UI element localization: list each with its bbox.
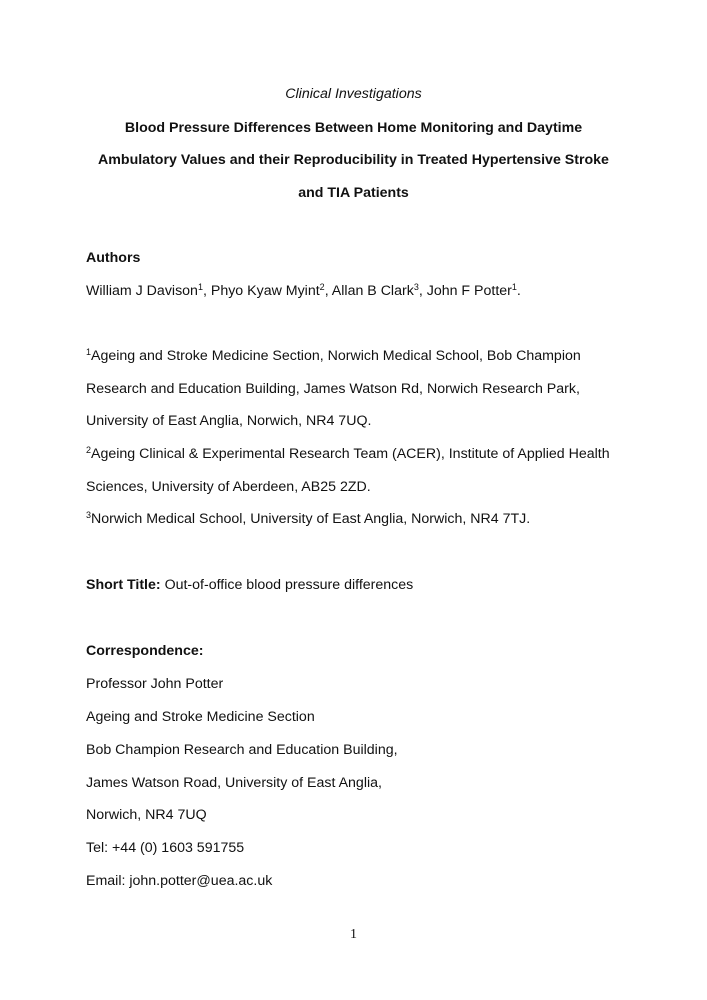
author-separator: . xyxy=(516,283,521,299)
author-affiliation-sup: 3 xyxy=(413,282,419,292)
affiliation-line: Ageing Clinical & Experimental Research Team (ACER), Institute of Applied Health xyxy=(91,446,610,462)
affiliation-line: University of East Anglia, Norwich, NR4 7UQ. xyxy=(86,413,372,429)
short-title-label: Short Title: xyxy=(86,577,161,593)
affiliation-3 xyxy=(86,510,530,528)
short-title-value: Out-of-office blood pressure differences xyxy=(160,577,414,593)
author-name: William J Davison xyxy=(86,283,198,299)
correspondence-phone: Tel: +44 (0) 1603 591755 xyxy=(86,840,245,856)
author-name: John F Potter xyxy=(426,283,512,299)
title-line-2: Ambulatory Values and their Reproducibility in Treated Hypertensive Stroke xyxy=(98,152,609,168)
author-affiliation-sup: 1 xyxy=(511,282,517,292)
affiliation-sup: 1 xyxy=(86,347,92,357)
title-line-1: Blood Pressure Differences Between Home Monitoring and Daytime xyxy=(124,120,583,136)
correspondence-line: Bob Champion Research and Education Building, xyxy=(86,742,398,758)
page-number: 1 xyxy=(350,927,357,942)
correspondence-email: Email: john.potter@uea.ac.uk xyxy=(86,873,273,889)
affiliation-1 xyxy=(86,347,581,365)
author-separator: , xyxy=(324,283,332,299)
short-title xyxy=(86,576,413,594)
affiliation-sup: 3 xyxy=(86,510,92,520)
author-separator: , xyxy=(418,283,427,299)
author-name: Phyo Kyaw Myint xyxy=(210,283,320,299)
affiliation-line: Ageing and Stroke Medicine Section, Norwich Medical School, Bob Champion xyxy=(91,348,581,364)
correspondence-line: Professor John Potter xyxy=(86,676,224,692)
correspondence-line: Norwich, NR4 7UQ xyxy=(86,807,207,823)
affiliation-2 xyxy=(86,445,610,463)
correspondence-line: James Watson Road, University of East Anglia, xyxy=(86,775,382,791)
affiliation-line: Sciences, University of Aberdeen, AB25 2ZD. xyxy=(86,479,371,495)
correspondence-line: Ageing and Stroke Medicine Section xyxy=(86,709,315,725)
affiliation-line: Norwich Medical School, University of East Anglia, Norwich, NR4 7TJ. xyxy=(91,511,531,527)
author-separator: , xyxy=(202,283,211,299)
authors-heading: Authors xyxy=(86,250,141,266)
affiliation-line: Research and Education Building, James Watson Rd, Norwich Research Park, xyxy=(86,381,580,397)
correspondence-heading: Correspondence: xyxy=(86,643,204,659)
title-line-3: and TIA Patients xyxy=(298,185,409,201)
section-label: Clinical Investigations xyxy=(285,86,422,102)
affiliation-sup: 2 xyxy=(86,445,92,455)
author-name: Allan B Clark xyxy=(331,283,414,299)
authors-list xyxy=(86,282,521,300)
author-affiliation-sup: 2 xyxy=(319,282,325,292)
author-affiliation-sup: 1 xyxy=(197,282,203,292)
